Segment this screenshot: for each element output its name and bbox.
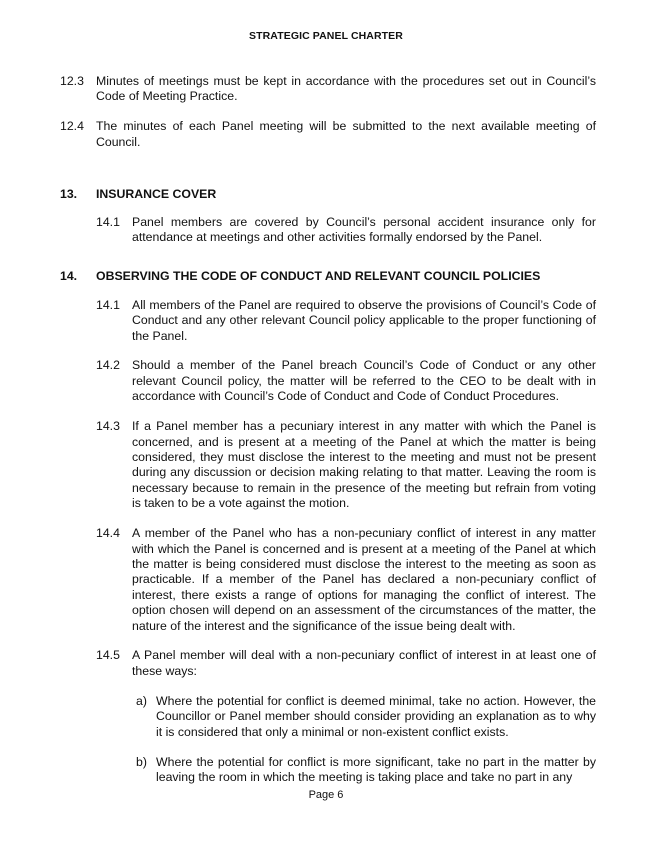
clause-12-3: [60, 74, 596, 105]
page-number: Page 6: [308, 789, 344, 801]
clause-number: 14.2: [96, 358, 120, 373]
section-title: INSURANCE COVER: [96, 186, 217, 201]
section-number: 14.: [60, 269, 78, 284]
section-14-heading: [60, 269, 596, 284]
clause-text: If a Panel member has a pecuniary interest in any matter with which the Panel is concerned, and is present at a meeting of the Panel at which the matter is being considered, they must disclose the interest to the meeting and must not be present during any discussion or decision making relating to that matter. Leaving the room is necessary because to remain in the presence of the meeting but refrain from voting is taken to be a vote against the motion.: [132, 419, 596, 511]
clause-text: Should a member of the Panel breach Council’s Code of Conduct or any other relevant Council policy, the matter will be referred to the CEO to be dealt with in accordance with Council’s Code of Conduct and Code of Conduct Procedures.: [132, 358, 596, 404]
subclause-a: [136, 694, 596, 740]
subclause-label: b): [136, 754, 147, 769]
clause-text: A member of the Panel who has a non-pecuniary conflict of interest in any matter with which the Panel is concerned and is present at a meeting of the Panel at which the matter is being considered must disclose the interest to the meeting as soon as practicable. If a member of the Panel has declared a non-pecuniary conflict of interest, there exists a range of options for managing the conflict of interest. The option chosen will depend on an assessment of the circumstances of the matter, the nature of the interest and the significance of the issue being dealt with.: [132, 526, 596, 633]
subclause-text: Where the potential for conflict is deemed minimal, take no action. However, the Councillor or Panel member should consider providing an explanation as to why it is considered that only a minimal or non-existent conflict exists.: [156, 693, 596, 739]
clause-13-1: [96, 215, 596, 246]
clause-text: Minutes of meetings must be kept in accordance with the procedures set out in Council’s Code of Meeting Practice.: [96, 74, 596, 104]
section-title: OBSERVING THE CODE OF CONDUCT AND RELEVANT COUNCIL POLICIES: [96, 269, 541, 284]
clause-number: 12.4: [60, 119, 84, 134]
clause-14-4: [96, 526, 596, 634]
clause-14-2: [96, 358, 596, 404]
subclause-text: Where the potential for conflict is more significant, take no part in the matter by leaving the room in which the meeting is taking place and take no part in any: [156, 754, 596, 784]
section-13-heading: [60, 187, 596, 202]
clause-14-5: [96, 648, 596, 679]
clause-number: 14.1: [96, 297, 120, 312]
clause-text: Panel members are covered by Council’s personal accident insurance only for attendance at meetings and other activities formally endorsed by the Panel.: [132, 215, 596, 245]
clause-14-3: [96, 419, 596, 511]
clause-text: All members of the Panel are required to observe the provisions of Council’s Code of Conduct and any other relevant Council policy applicable to the proper functioning of the Panel.: [132, 297, 596, 343]
clause-text: A Panel member will deal with a non-pecuniary conflict of interest in at least one of these ways:: [132, 648, 596, 678]
clause-number: 14.5: [96, 648, 120, 663]
page-header: STRATEGIC PANEL CHARTER: [249, 30, 403, 42]
document-body: [60, 74, 596, 800]
clause-12-4: [60, 119, 596, 150]
clause-number: 14.1: [96, 215, 120, 230]
clause-number: 14.4: [96, 526, 120, 541]
section-number: 13.: [60, 186, 78, 201]
subclause-b: [136, 755, 596, 786]
clause-14-1: [96, 298, 596, 344]
clause-text: The minutes of each Panel meeting will be submitted to the next available meeting of Council.: [96, 119, 596, 149]
clause-number: 12.3: [60, 74, 84, 88]
subclause-label: a): [136, 693, 147, 708]
clause-number: 14.3: [96, 419, 120, 434]
